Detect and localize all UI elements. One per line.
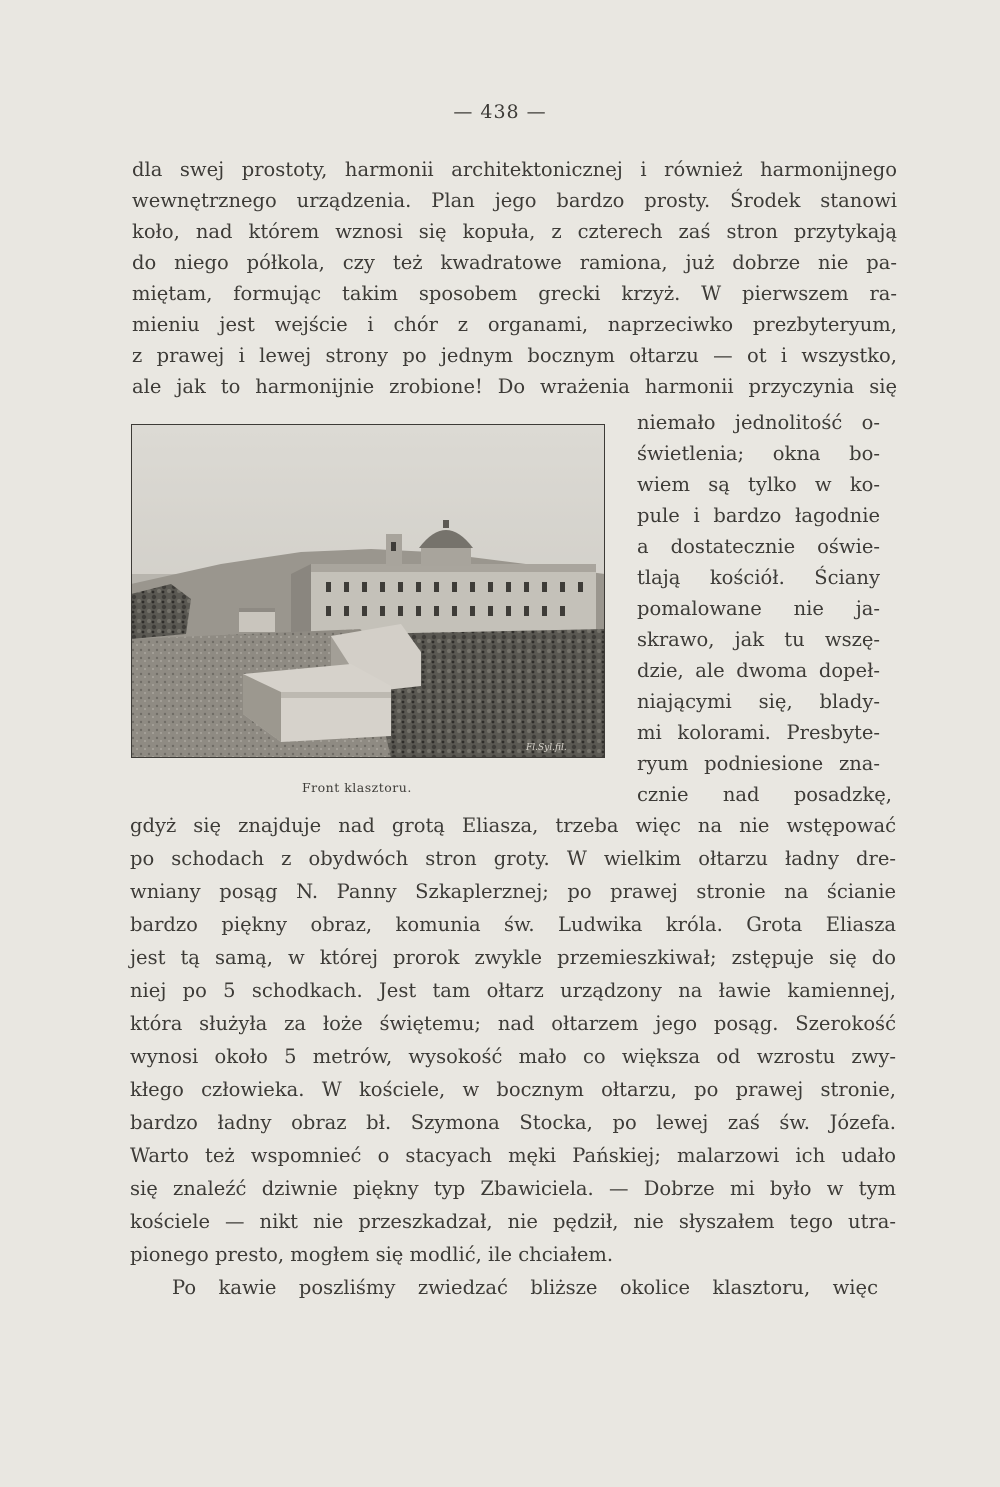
text-line: wiem są tylko w ko- [637,473,880,496]
text-line: niającymi się, blady- [637,690,880,713]
text-line: tlają kościół. Ściany [637,566,880,589]
page-number: — 438 — [453,101,547,123]
text-line: jest tą samą, w której prorok zwykle przemieszkiwał; zstępuje się do [130,946,896,969]
text-line: po schodach z obydwóch stron groty. W wielkim ołtarzu ładny dre- [130,847,896,870]
text-line: mieniu jest wejście i chór z organami, naprzeciwko prezbyteryum, [132,313,897,336]
figure-caption: Front klasztoru. [302,780,412,795]
text-line: pule i bardzo łagodnie [637,504,880,527]
text-line: gdyż się znajduje nad grotą Eliasza, trzeba więc na nie wstępować [130,814,896,837]
text-line: z prawej i lewej strony po jednym bocznym ołtarzu — ot i wszystko, [132,344,897,367]
monastery-photo [131,424,605,758]
text-line: wewnętrznego urządzenia. Plan jego bardzo prosty. Środek stanowi [132,189,897,212]
text-line: cznie nad posadzkę, [637,783,892,806]
text-line: bardzo piękny obraz, komunia św. Ludwika króla. Grota Eliasza [130,913,896,936]
text-line: skrawo, jak tu wszę- [637,628,880,651]
text-line: koło, nad którem wznosi się kopuła, z czterech zaś stron przytykają [132,220,897,243]
text-line: mi kolorami. Presbyte- [637,721,880,744]
text-line: miętam, formując takim sposobem grecki krzyż. W pierwszem ra- [132,282,897,305]
engraver-signature: Fl.Syl.fil. [526,743,567,753]
text-line: która służyła za łoże świętemu; nad ołtarzem jego posąg. Szerokość [130,1012,896,1035]
text-line: Po kawie poszliśmy zwiedzać bliższe okolice klasztoru, więc [172,1276,878,1299]
text-line: świetlenia; okna bo- [637,442,880,465]
text-line: ryum podniesione zna- [637,752,880,775]
text-line: ale jak to harmonijnie zrobione! Do wrażenia harmonii przyczynia się [132,375,897,398]
text-line: bardzo ładny obraz bł. Szymona Stocka, po lewej zaś św. Józefa. [130,1111,896,1134]
text-line: niej po 5 schodkach. Jest tam ołtarz urządzony na ławie kamiennej, [130,979,896,1002]
text-line: kłego człowieka. W kościele, w bocznym ołtarzu, po prawej stronie, [130,1078,896,1101]
text-line: kościele — nikt nie przeszkadzał, nie pędził, nie słyszałem tego utra- [130,1210,896,1233]
text-line: pionego presto, mogłem się modlić, ile chciałem. [130,1243,614,1266]
text-line: Warto też wspomnieć o stacyach męki Pańskiej; malarzowi ich udało [130,1144,896,1167]
text-line: wniany posąg N. Panny Szkaplerznej; po prawej stronie na ścianie [130,880,896,903]
text-line: wynosi około 5 metrów, wysokość mało co większa od wzrostu zwy- [130,1045,896,1068]
text-line: dla swej prostoty, harmonii architektonicznej i również harmonijnego [132,158,897,181]
text-line: się znaleźć dziwnie piękny typ Zbawiciela. — Dobrze mi było w tym [130,1177,896,1200]
text-line: pomalowane nie ja- [637,597,880,620]
text-line: dzie, ale dwoma dopeł- [637,659,880,682]
text-line: do niego półkola, czy też kwadratowe ramiona, już dobrze nie pa- [132,251,897,274]
text-line: niemało jednolitość o- [637,411,880,434]
text-line: a dostatecznie oświe- [637,535,880,558]
